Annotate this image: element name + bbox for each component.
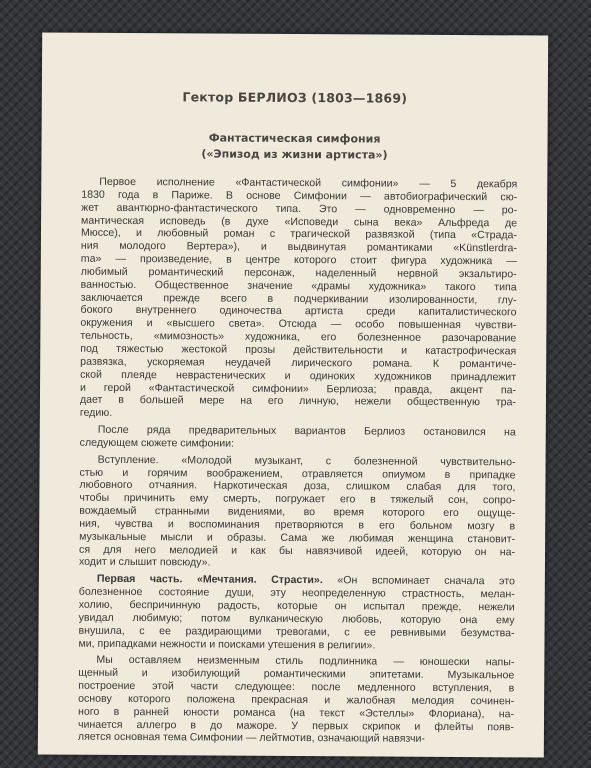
line-text: стью и горячим воображением, отравляется опиумом в припадке <box>79 466 516 481</box>
line-text: музыкальные мысли и образы. Сама же любимая женщина становит- <box>79 530 516 546</box>
line-text: заключается прежде всего в подчеркивании изолированности, глу- <box>80 291 517 306</box>
line-text: ми, припадками нежности и поисками утешения в религии». <box>78 637 376 652</box>
line-text: тельность, «мимозность» художника, его болезненное разочарование <box>80 329 517 345</box>
line-text: Мюссе), и любовный роман с трагической развязкой (типа «Страда- <box>80 227 518 242</box>
line-text: жет авантюрно-фантастического типа. Это — одновременно — ро- <box>81 201 518 217</box>
line-text: ma» — произведение, в центре которого стоит фигура художника — <box>80 252 517 268</box>
line-text: развязка, ускоряемая неудачей лирического романа. К романтиче- <box>80 355 517 371</box>
line-text: чтобы причинить ему смерть, погружает его в тяжелый сон, сопро- <box>79 491 516 507</box>
line-text: основу которого положена прекрасная и жалобная мелодия сочинен- <box>78 692 515 708</box>
line-text: холию, беспричинную радость, которые он испытал прежде, нежели <box>78 598 515 614</box>
work-title-line-2: («Эпизод из жизни артиста») <box>201 147 388 162</box>
body-text <box>78 176 517 747</box>
paragraph <box>78 654 515 747</box>
line-text: мантическая исповедь (в духе «Исповеди сына века» Альфреда де <box>81 214 518 229</box>
line-text: Вступление. «Молодой музыкант, с болезненной чувствительно- <box>97 453 516 469</box>
composer-heading: Гектор БЕРЛИОЗ (1803—1869) <box>182 89 408 106</box>
work-title-line-1: Фантастическая симфония <box>208 131 381 146</box>
work-title <box>41 129 547 164</box>
line-text: ния, чувства и воспоминания претворяются в его больном мозгу в <box>79 517 516 533</box>
line-text: увидал любимую; потом вулканическую любовь, которую она ему <box>78 611 515 627</box>
line-text: ния молодого Вертера»), и выдвинутая романтиками «Künstlerdra- <box>80 239 517 255</box>
paragraph <box>79 453 516 571</box>
line-text: дает в большей мере на его личную, нежели общественную тра- <box>79 394 516 409</box>
line-text: построение этой части следующее: после медленного вступления, в <box>78 679 515 695</box>
line-text: бокого внутреннего одиночества артиста среди капиталистического <box>80 304 517 319</box>
text-line <box>78 731 514 747</box>
line-text: внушила, с ее раздирающими тревогами, с ее ревнивыми безумства- <box>78 624 515 640</box>
section-lead: Первая часть. «Мечтания. Страсти». <box>96 573 323 587</box>
line-text: ходит и слышит повсюду». <box>78 556 211 569</box>
line-text: болезненное состояние души, эту неопределенную страстность, мелан- <box>78 585 515 601</box>
line-text: и герой «Фантастической симфонии» Берлиоза; правда, акцент па- <box>80 381 517 396</box>
line-text: чинается аллегро в до мажоре. У первых скрипок и флейты появ- <box>77 718 515 733</box>
line-text: ся для него мелодией и как бы навязчивой идеей, которую он на- <box>79 543 516 558</box>
line-text: ного в ранней юности романса (на текст «Эстеллы» Флориана), на- <box>78 705 515 721</box>
line-text: любовного отчаяния. Наркотическая доза, слишком слабая для того, <box>79 479 516 494</box>
line-text: гедию. <box>79 406 113 420</box>
line-text: ской плеяде неврастенических и одиноких художников принадлежит <box>80 368 517 384</box>
line-text: Первое исполнение «Фантастической симфонии» — 5 декабря <box>99 175 518 191</box>
printed-sheet <box>38 32 548 757</box>
line-text: ляется основная тема Симфонии — лейтмотив, означающий навязчи- <box>77 731 425 746</box>
line-text: под тяжестью жестокой прозы действительности и катастрофическая <box>80 342 517 358</box>
line-text: 1830 года в Париже. В основе Симфонии — автобиографический сю- <box>81 188 518 204</box>
line-text: «Он вспоминает сначала это <box>322 574 515 588</box>
line-text: щенный и изобилующий романтическими эпитетами. Музыкальное <box>78 666 515 682</box>
line-text: любимый романтический персонаж, наделенный нервной экзальтиро- <box>80 265 517 281</box>
line-text: Мы оставляем неизменным стиль подлинника — юношески напы- <box>96 654 515 669</box>
paragraph <box>78 573 514 653</box>
paragraph <box>80 424 516 452</box>
line-text: окружения и «высшего света». Отсюда — особо повышенная чувстви- <box>80 316 517 332</box>
line-text: вождаемый странными видениями, во время которого его ощуще- <box>79 504 516 520</box>
line-text: После ряда предварительных вариантов Берлиоз остановился на <box>97 423 516 439</box>
line-text: следующем сюжете симфонии: <box>79 436 235 450</box>
paragraph <box>80 176 517 423</box>
line-text: ванностью. Общественное значение «драмы художника» такого типа <box>80 278 517 294</box>
